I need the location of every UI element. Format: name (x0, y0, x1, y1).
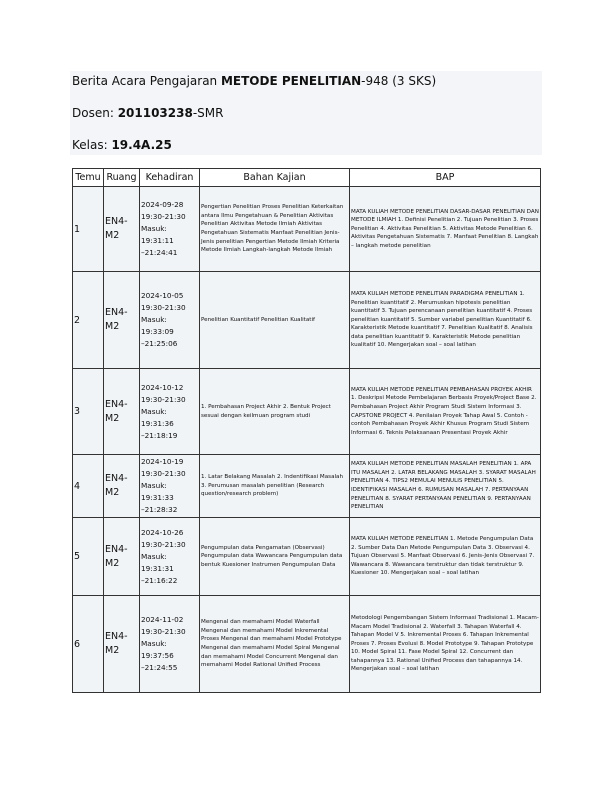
bahan-cell: 1. Pembahasan Project Akhir 2. Bentuk Project sesuai dengan keilmuan program studi (200, 369, 350, 455)
bap-cell: MATA KULIAH METODE PENELITIAN PARADIGMA PENELITIAN 1. Penelitian kuantitatif 2. Merumuskan hipotesis penelitian kuantitatif 3. Tujuan perencanaan penelitian kuantitatif 4. Proses penelitian kuantitatif 5. Sumber variabel penelitian Kuantitatif 6. Karakteristik Metode kuantitatif 7. Penelitian Kualitatif 8. Analisis data penelitian kuantitatif 9. Karakteristik Metode penelitian kualitatif 10. Mengerjakan soal – soal latihan (350, 272, 541, 369)
ruang-cell: EN4-M2 (104, 518, 140, 596)
dosen-id: 201103238 (117, 106, 193, 120)
dosen-line (72, 106, 223, 120)
ruang-cell: EN4-M2 (104, 455, 140, 518)
jam: 19:30-21:30 (141, 469, 186, 478)
ruang-cell: EN4-M2 (104, 596, 140, 693)
tanggal: 2024-10-05 (141, 291, 184, 300)
attendance-table (72, 168, 541, 693)
table-row (73, 518, 541, 596)
table-row (73, 596, 541, 693)
kelas-line (72, 138, 172, 152)
header-box (70, 71, 542, 155)
title-prefix: Berita Acara Pengajaran (72, 74, 221, 88)
table-header-row (73, 169, 541, 187)
jam: 19:30-21:30 (141, 539, 186, 549)
ruang-cell: EN4-M2 (104, 187, 140, 272)
bahan-cell: 1. Latar Belakang Masalah 2. Indentifikasi Masalah 3. Perumusan masalah penelitian (Research question/research problem) (200, 455, 350, 518)
temu-cell: 1 (73, 187, 104, 272)
tanggal: 2024-11-02 (141, 615, 184, 624)
kelas-value: 19.4A.25 (111, 138, 172, 152)
table-row (73, 455, 541, 518)
tanggal: 2024-10-26 (141, 527, 184, 537)
kehadiran-cell (140, 596, 200, 693)
masuk: Masuk: 19:31:31 (141, 551, 174, 573)
tanggal: 2024-10-12 (141, 382, 184, 392)
bap-cell: Metodologi Pengembangan Sistem Informasi Tradisional 1. Macam-Macam Model Tradisional 2. Waterfall 3. Tahapan Waterfall 4. Tahapan Model V 5. Inkremental Proses 6. Tahapan Inkremental Proses 7. Proses Evolusi 8. Model Prototype 9. Tahapan Prototype 10. Model Spiral 11. Fase Model Spiral 12. Concurrent dan tahapannya 13. Rational Unified Process dan tahapannya 14. Mengerjakan soal – soal latihan (350, 596, 541, 693)
bap-cell: MATA KULIAH METODE PENELITIAN PEMBAHASAN PROYEK AKHIR 1. Deskripsi Metode Pembelajaran Berbasis Proyek/Project Base 2. Pembahasan Project Akhir Program Studi Sistem Informasi 3. CAPSTONE PROJECT 4. Penilaian Proyek Tahap Awal 5. Contoh - contoh Pembahasan Proyek Akhir Khusus Program Studi Sistem Informasi 6. Teknis Pelaksanaan Presentasi Proyek Akhir (350, 369, 541, 455)
bahan-cell: Mengenal dan memahami Model Waterfall Mengenal dan memahami Model Inkremental Proses Mengenal dan memahami Model Prototype Mengenal dan memahami Model Spiral Mengenal dan memahami Model Concurrent Mengenal dan memahami Model Rational Unified Process (200, 596, 350, 693)
keluar: –21:16:22 (141, 575, 178, 585)
bahan-cell: Pengertian Penelitian Proses Penelitian Keterkaitan antara Ilmu Pengetahuan & Penelitian Aktivitas Penelitian Aktivitas Metode Ilmiah Aktivitas Pengetahuan Sistematis Manfaat Penelitian Jenis-Jenis penelitian Pengertian Metode Ilmiah Kriteria Metode Ilmiah Langkah-langkah Metode Ilmiah (200, 187, 350, 272)
temu-cell: 3 (73, 369, 104, 455)
bahan-cell: Penelitian Kuantitatif Penelitian Kualitatif (200, 272, 350, 369)
kelas-label: Kelas: (72, 138, 112, 152)
masuk: Masuk: 19:31:33 (141, 481, 174, 502)
temu-cell: 5 (73, 518, 104, 596)
bap-cell: MATA KULIAH METODE PENELITIAN MASALAH PENELITIAN 1. APA ITU MASALAH 2. LATAR BELAKANG MASALAH 3. SYARAT MASALAH PENELITIAN 4. TIPS2 MEMULAI MENULIS PENELITIAN 5. IDENTIFIKASI MASALAH 6. RUMUSAN MASALAH 7. PERTANYAAN PENELITIAN 8. SYARAT PERTANYAAN PENELITIAN 9. PERTANYAAN PENELITIAN (350, 455, 541, 518)
col-temu: Temu (73, 169, 104, 187)
tanggal: 2024-09-28 (141, 200, 184, 209)
ruang-cell: EN4-M2 (104, 272, 140, 369)
course-name: METODE PENELITIAN (220, 74, 362, 88)
masuk: Masuk: 19:37:56 (141, 639, 174, 660)
jam: 19:30-21:30 (141, 212, 186, 221)
bap-cell: MATA KULIAH METODE PENELITIAN 1. Metode Pengumpulan Data 2. Sumber Data Dan Metode Pengumpulan Data 3. Observasi 4. Tujuan Observasi 5. Manfaat Observasi 6. Jenis-Jenis Observasi 7. Wawancara 8. Wawancara terstruktur dan tidak terstruktur 9. Kuesioner 10. Mengerjakan soal – soal latihan (350, 518, 541, 596)
masuk: Masuk: 19:33:09 (141, 315, 174, 336)
tanggal: 2024-10-19 (141, 457, 184, 466)
kehadiran-cell (140, 455, 200, 518)
col-ruang: Ruang (104, 169, 140, 187)
jam: 19:30-21:30 (141, 303, 186, 312)
keluar: –21:18:19 (141, 430, 178, 440)
keluar: –21:24:55 (141, 663, 178, 672)
masuk: Masuk: 19:31:11 (141, 224, 174, 245)
kehadiran-cell (140, 187, 200, 272)
col-bahan-kajian: Bahan Kajian (200, 169, 350, 187)
bahan-cell: Pengumpulan data Pengamatan (Observasi) Pengumpulan data Wawancara Pengumpulan data bentuk Kuesioner Instrumen Pengumpulan Data (200, 518, 350, 596)
masuk: Masuk: 19:31:36 (141, 406, 174, 428)
jam: 19:30-21:30 (141, 394, 186, 404)
table-row (73, 272, 541, 369)
kehadiran-cell (140, 369, 200, 455)
bap-cell: MATA KULIAH METODE PENELITIAN DASAR-DASAR PENELITIAN DAN METODE ILMIAH 1. Definisi Penelitian 2. Tujuan Penelitian 3. Proses Penelitian 4. Aktivitas Penelitian 5. Aktivitas Metode Penelitian 6. Aktivitas Pengetahuan Sistematis 7. Manfaat Penelitian 8. Langkah – langkah metode penelitian (350, 187, 541, 272)
kehadiran-cell (140, 272, 200, 369)
table-row (73, 187, 541, 272)
col-kehadiran: Kehadiran (140, 169, 200, 187)
course-suffix: -948 (3 SKS) (361, 74, 437, 88)
keluar: –21:28:32 (141, 505, 178, 514)
table-row (73, 369, 541, 455)
ruang-cell: EN4-M2 (104, 369, 140, 455)
keluar: –21:25:06 (141, 339, 178, 348)
temu-cell: 6 (73, 596, 104, 693)
dosen-label: Dosen: (72, 106, 118, 120)
col-bap: BAP (350, 169, 541, 187)
keluar: –21:24:41 (141, 248, 178, 257)
jam: 19:30-21:30 (141, 627, 186, 636)
temu-cell: 4 (73, 455, 104, 518)
temu-cell: 2 (73, 272, 104, 369)
kehadiran-cell (140, 518, 200, 596)
course-title-line (72, 74, 436, 88)
dosen-suffix: -SMR (192, 106, 224, 120)
